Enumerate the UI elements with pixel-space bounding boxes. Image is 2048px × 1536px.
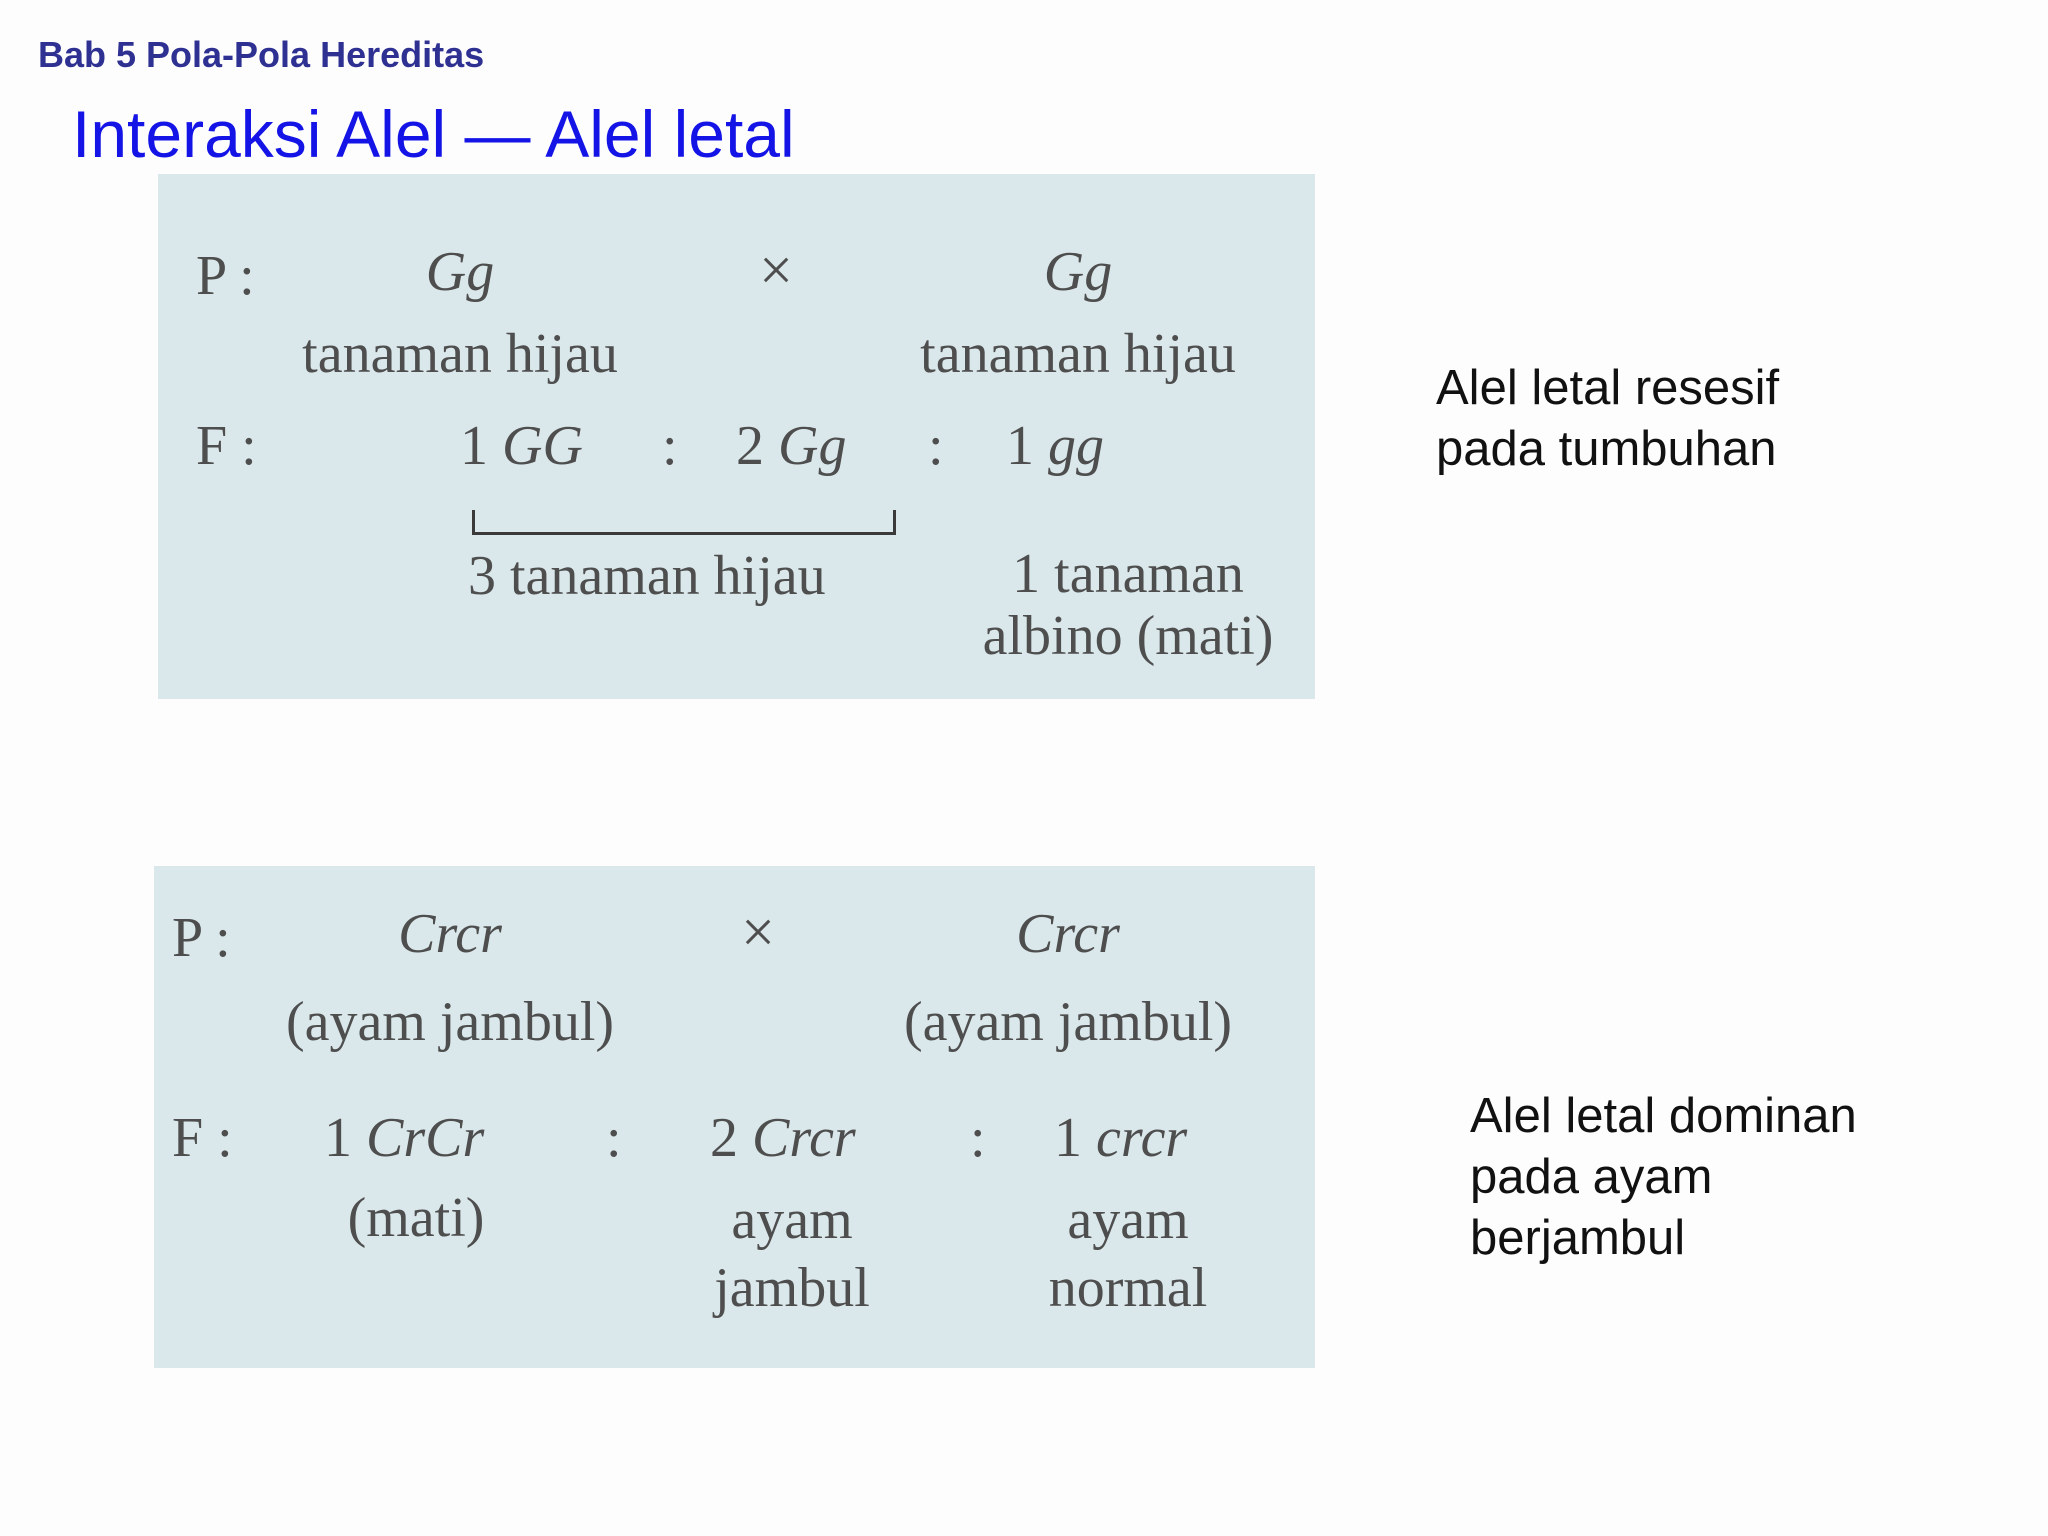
- offspring-3: [1054, 1106, 1187, 1170]
- result-albino: [983, 544, 1274, 667]
- offspring-1: [460, 414, 583, 478]
- offspring-2: [736, 414, 846, 478]
- parent-right-phenotype: tanaman hijau: [920, 323, 1236, 385]
- offspring-3-phenotype-line2: normal: [1048, 1257, 1208, 1320]
- offspring-2-phenotype-line1: ayam: [731, 1189, 853, 1251]
- note-line: Alel letal resesif: [1436, 361, 1780, 415]
- ratio-separator: :: [662, 415, 678, 477]
- offspring-1-genotype: CrCr: [366, 1107, 485, 1169]
- offspring-2-count: 2: [736, 415, 764, 477]
- offspring-3-phenotype-line1: ayam: [1067, 1189, 1189, 1251]
- offspring-3: [1006, 414, 1104, 478]
- note-line: pada tumbuhan: [1436, 421, 1777, 476]
- parent-label: P :: [172, 907, 231, 969]
- offspring-2-count: 2: [710, 1107, 738, 1169]
- grouping-bracket: [472, 510, 896, 535]
- offspring-1: [324, 1106, 484, 1170]
- note-line: Alel letal dominan: [1470, 1089, 1857, 1143]
- offspring-2-phenotype-line2: jambul: [714, 1257, 870, 1320]
- result-albino-line1: 1 tanaman: [1012, 543, 1244, 605]
- offspring-2-genotype: Crcr: [752, 1107, 856, 1169]
- note-line: pada ayam: [1470, 1149, 1713, 1204]
- offspring-3-phenotype: [1049, 1186, 1208, 1323]
- parent-label: P :: [196, 245, 255, 307]
- parent-right-phenotype: (ayam jambul): [903, 991, 1233, 1053]
- offspring-1-count: 1: [324, 1107, 352, 1169]
- offspring-1-count: 1: [460, 415, 488, 477]
- offspring-2: [710, 1106, 856, 1170]
- ratio-separator: :: [928, 415, 944, 477]
- filial-label: F :: [172, 1107, 233, 1169]
- note-dominant-lethal: [1470, 1086, 1857, 1268]
- parent-left-phenotype: (ayam jambul): [285, 991, 615, 1053]
- cross-symbol: ×: [759, 237, 793, 303]
- slide-title: Interaksi Alel — Alel letal: [72, 97, 795, 171]
- offspring-1-phenotype: (mati): [347, 1187, 485, 1249]
- offspring-3-genotype: gg: [1048, 415, 1104, 477]
- cross-symbol: ×: [741, 899, 775, 965]
- parent-left-genotype: Gg: [425, 241, 495, 303]
- offspring-2-phenotype: [714, 1186, 870, 1323]
- parent-left-genotype: Crcr: [398, 903, 502, 965]
- offspring-3-count: 1: [1006, 415, 1034, 477]
- note-recessive-lethal: [1436, 358, 1779, 480]
- filial-label: F :: [196, 415, 257, 477]
- offspring-3-count: 1: [1054, 1107, 1082, 1169]
- ratio-separator: :: [606, 1107, 622, 1169]
- parent-right-genotype: Crcr: [1016, 903, 1120, 965]
- cross-diagram-chickens: [154, 866, 1315, 1368]
- parent-right-genotype: Gg: [1043, 241, 1113, 303]
- offspring-3-genotype: crcr: [1096, 1107, 1188, 1169]
- ratio-separator: :: [970, 1107, 986, 1169]
- parent-left-phenotype: tanaman hijau: [302, 323, 618, 385]
- offspring-2-genotype: Gg: [778, 415, 847, 477]
- note-line: berjambul: [1470, 1210, 1686, 1265]
- result-albino-line2: albino (mati): [982, 604, 1274, 667]
- chapter-header: Bab 5 Pola-Pola Hereditas: [38, 34, 485, 75]
- cross-diagram-plants: [158, 174, 1315, 699]
- offspring-1-genotype: GG: [502, 415, 583, 477]
- result-green: 3 tanaman hijau: [468, 545, 826, 607]
